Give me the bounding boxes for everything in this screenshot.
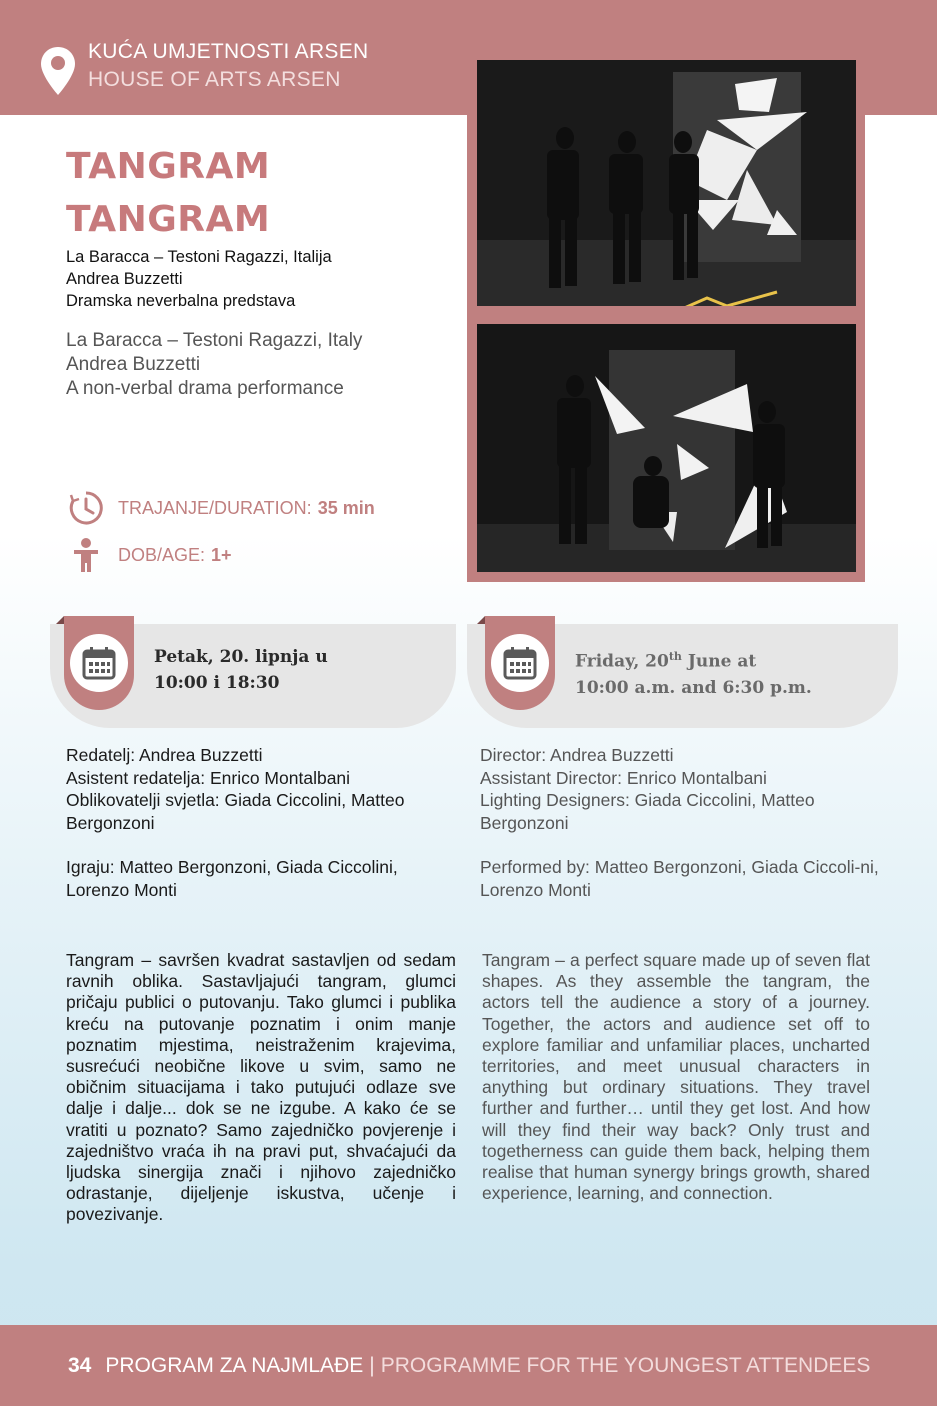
date-day-en-main: Friday, 20: [575, 651, 669, 672]
event-info-hr: [66, 246, 332, 312]
crew-en: [480, 744, 880, 834]
event-title-hr: TANGRAM: [66, 146, 271, 187]
calendar-icon: [502, 645, 538, 681]
venue-name-hr: KUĆA UMJETNOSTI ARSEN: [88, 40, 369, 63]
date-text-hr: [154, 644, 328, 696]
credit-lighting-en: Lighting Designers: Giada Ciccolini, Matteo Bergonzoni: [480, 790, 815, 833]
calendar-badge: [70, 634, 128, 692]
calendar-icon: [81, 645, 117, 681]
credit-director-hr: Redatelj: Andrea Buzzetti: [66, 745, 263, 765]
cast-en: Performed by: Matteo Bergonzoni, Giada Ciccoli-ni, Lorenzo Monti: [480, 857, 879, 900]
venue-name: [88, 38, 369, 94]
event-title-en: TANGRAM: [66, 199, 271, 240]
cast-hr: Igraju: Matteo Bergonzoni, Giada Ciccolini, Lorenzo Monti: [66, 857, 398, 900]
credits-en: [480, 744, 880, 923]
page-footer: [0, 1325, 937, 1406]
date-text-en: [575, 644, 812, 701]
performance-photo-top: [477, 60, 856, 306]
age-row: [68, 537, 232, 573]
venue-name-en: HOUSE OF ARTS ARSEN: [88, 68, 341, 91]
date-day-en: [575, 644, 812, 675]
child-icon: [68, 537, 104, 573]
duration-label-hr: TRAJANJE/: [118, 497, 215, 518]
date-day-en-tail: June at: [681, 651, 757, 672]
crew-hr: [66, 744, 446, 834]
date-flag: [64, 616, 134, 710]
duration-value: 35 min: [317, 497, 375, 518]
credits-hr: [66, 744, 446, 923]
description-hr: Tangram – savršen kvadrat sastavljen od sedam ravnih oblika. Sastavljajući tangram, glumci pričaju publici o putovanju. Tako glumci i publika kreću na putovanje poznatim i onim manje poznatim mjestima, neistraženim krajevima, susrećući neobične likove u svim, samo ne običnim situacijama i tako putujući odlaze sve dalje i dalje... dok se ne izgube. A kako će se vratiti u poznato? Samo zajedničko povjerenje i zajedništvo vraća ih na pravi put, shvaćajući da ljudska sinergija znači i njihovo zajedničko odrastanje, dijeljenje iskustva, učenje i povezivanje.: [66, 950, 456, 1225]
duration-label-en: DURATION:: [214, 497, 312, 518]
footer-section-hr: PROGRAM ZA NAJMLAĐE: [105, 1353, 364, 1377]
genre-hr: Dramska neverbalna predstava: [66, 292, 296, 310]
duration-row: [68, 490, 375, 526]
footer-separator: |: [369, 1353, 375, 1377]
age-value: 1+: [211, 544, 232, 565]
location-pin-icon: [40, 46, 76, 96]
date-box-hr: [50, 624, 456, 728]
genre-en: A non-verbal drama performance: [66, 378, 344, 399]
performance-photo-bottom: [477, 324, 856, 572]
credit-lighting-hr: Oblikovatelji svjetla: Giada Ciccolini, Matteo Bergonzoni: [66, 790, 405, 833]
date-flag: [485, 616, 555, 710]
director-en: Andrea Buzzetti: [66, 354, 201, 375]
company-hr: La Baracca – Testoni Ragazzi, Italija: [66, 248, 332, 266]
credit-director-en: Director: Andrea Buzzetti: [480, 745, 674, 765]
description-en: Tangram – a perfect square made up of seven flat shapes. As they assemble the tangram, the actors tell the audience a story of a journey. Together, the actors and audience set off to explore familiar and unfamiliar places, uncharted territories, and meet unusual characters in anything but ordinary situations. They travel further and further… until they get lost. And how will they find their way back? Only trust and togetherness can guide them back, helping them realise that human synergy brings growth, shared experience, learning, and connection.: [482, 950, 870, 1204]
footer-section-en: PROGRAMME FOR THE YOUNGEST ATTENDEES: [380, 1353, 871, 1377]
date-times-hr: 10:00 i 18:30: [154, 673, 280, 693]
company-en: La Baracca – Testoni Ragazzi, Italy: [66, 330, 363, 351]
credit-assistant-hr: Asistent redatelja: Enrico Montalbani: [66, 767, 351, 788]
date-times-en: 10:00 a.m. and 6:30 p.m.: [575, 677, 812, 698]
photo-frame: [467, 50, 865, 582]
date-box-en: [467, 624, 898, 728]
age-label: DOB/AGE:: [118, 544, 206, 565]
event-title: [66, 140, 270, 246]
calendar-badge: [491, 634, 549, 692]
page-number: 34: [68, 1353, 92, 1377]
date-ordinal: th: [668, 650, 682, 663]
date-day-hr: Petak, 20. lipnja u: [154, 647, 328, 667]
event-info-en: [66, 329, 362, 401]
clock-icon: [68, 490, 104, 526]
credit-assistant-en: Assistant Director: Enrico Montalbani: [480, 767, 767, 788]
director-hr: Andrea Buzzetti: [66, 270, 183, 288]
